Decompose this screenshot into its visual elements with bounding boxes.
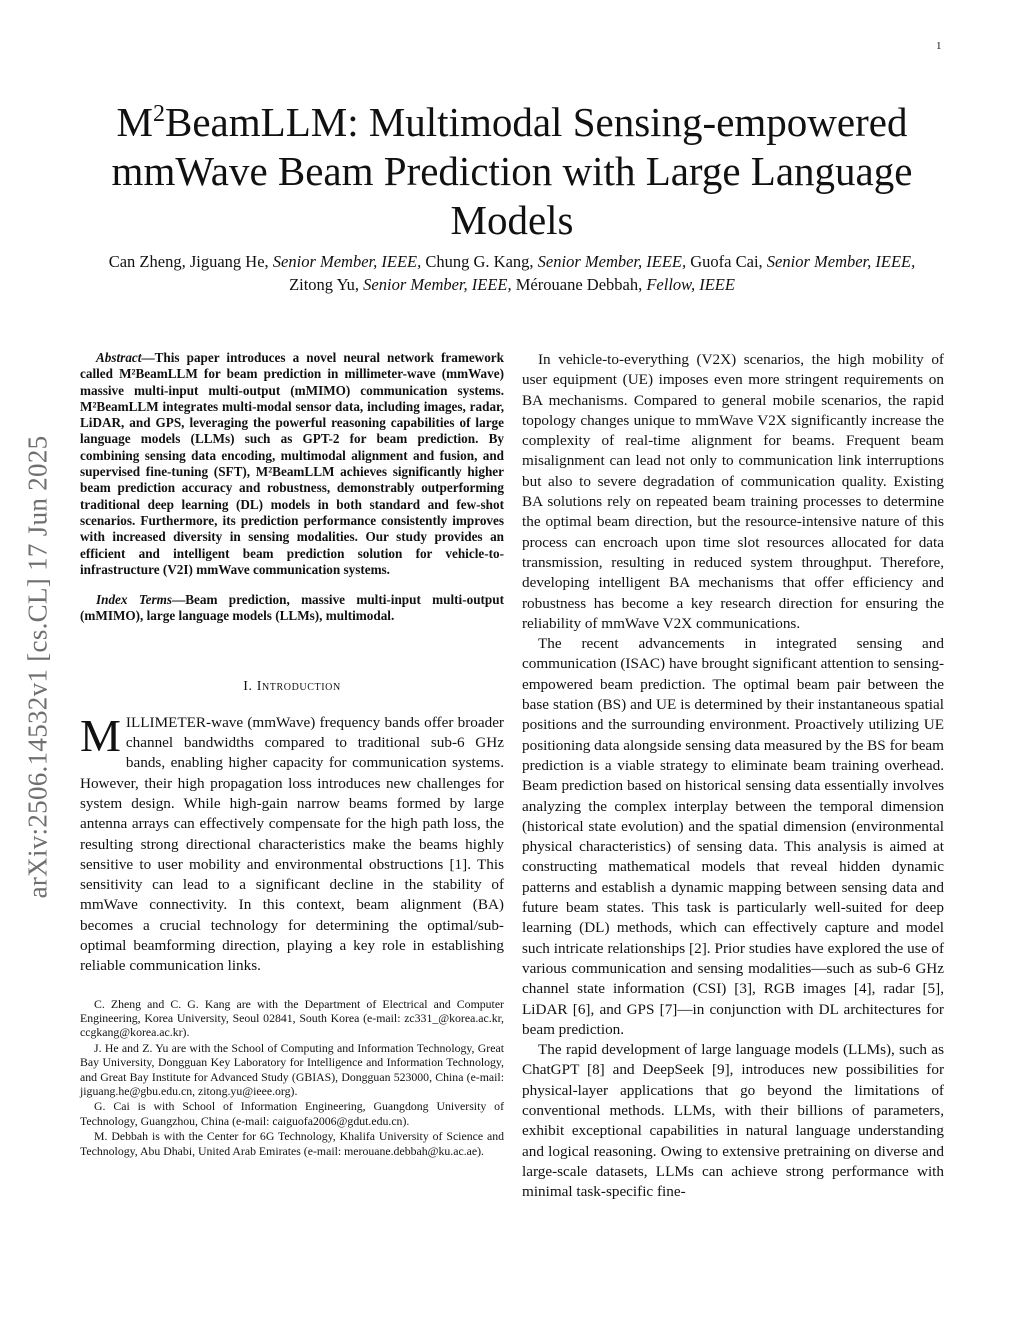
author-name: Zitong Yu (289, 275, 355, 294)
body-paragraph: In vehicle-to-everything (V2X) scenarios, the high mobility of user equipment (UE) imposes even more stringent requirements on BA mechanisms. Compared to general mobile scenarios, the rapid topology changes unique to mmWave V2X significantly increase the complexity of real-time alignment for beams. Frequent beam misalignment can lead not only to communication link interruptions but also to severe degradation of communication quality. Existing BA solutions rely on repeated beam training processes to determine the optimal beam direction, but the resource-intensive nature of this process can encroach upon time slot resources allocated for data transmission, resulting in reduced system throughput. Therefore, developing intelligent BA mechanisms that offer efficiency and robustness has become a key research direction for ensuring the reliability of mmWave V2X communications. (522, 351, 944, 632)
abstract (80, 350, 504, 578)
intro-paragraph: MILLIMETER-wave (mmWave) frequency bands offer broader channel bandwidths compared to traditional sub-6 GHz bands, enabling higher capacity for communication systems. However, their high propagation loss introduces new challenges for system design. While high-gain narrow beams formed by large antenna arrays can effectively compensate for the high path loss, the resulting strong directional characteristics make the beams highly sensitive to user mobility and environmental obstructions [1]. This sensitivity can lead to a significant decline in the stability of mmWave connectivity. In this context, beam alignment (BA) becomes a crucial technology for determining the optimal/sub-optimal beamforming direction, playing a key role in establishing reliable communication links. (80, 709, 504, 975)
body-paragraph: The recent advancements in integrated sensing and communication (ISAC) have brought significant attention to sensing-empowered beam prediction. The optimal beam pair between the base station (BS) and UE is determined by their instantaneous spatial positions and the surrounding environment. Proactively utilizing UE positioning data alongside sensing data measured by the BS for beam prediction is a viable strategy to eliminate beam training overhead. Beam prediction based on historical sensing data essentially involves analyzing the complex interplay between the temporal dimension (historical state evolution) and the spatial dimension (environmental physical characteristics) of sensing data. This analysis is aimed at constructing mathematical models that reveal hidden dynamic patterns and establish a dynamic mapping between sensing data and future beam states. This task is particularly well-suited for deep learning (DL) methods, which can effectively capture and model such intricate relationships [2]. Prior studies have explored the use of various communication and sensing modalities—such as sub-6 GHz channel state information (CSI) [3], RGB images [4], radar [5], LiDAR [6], and GPS [7]—in conjunction with DL architectures for beam prediction. (522, 635, 944, 1038)
footnote: G. Cai is with School of Information Engineering, Guangdong University of Technology, Guangzhou, China (e-mail: caiguofa2006@gdut.edu.cn). (80, 1099, 504, 1128)
index-terms (80, 592, 504, 625)
footnote: M. Debbah is with the Center for 6G Technology, Khalifa University of Science and Technology, Abu Dhabi, United Arab Emirates (e-mail: merouane.debbah@ku.ac.ae). (80, 1129, 504, 1158)
author-name: Can Zheng (108, 252, 182, 271)
abstract-label: Abstract (96, 350, 142, 365)
author-name: Mérouane Debbah (515, 275, 639, 294)
body-paragraph: The rapid development of large language models (LLMs), such as ChatGPT [8] and DeepSeek [9], introduces new possibilities for physical-layer applications that go beyond the limitations of conventional methods. LLMs, with their billions of parameters, exhibit exceptional capabilities in natural language understanding and logical reasoning. Owing to extensive pretraining on diverse and large-scale datasets, LLMs can achieve strong performance with minimal task-specific fine- (522, 1041, 944, 1201)
author-role: Senior Member, IEEE, (272, 252, 422, 271)
author-name: Chung G. Kang (425, 252, 530, 271)
section-title: Introduction (256, 678, 341, 694)
right-column (522, 350, 944, 1202)
left-column (80, 350, 504, 1159)
index-terms-text: —Beam prediction, massive multi-input multi-output (mMIMO), large language models (LLMs), multimodal. (80, 592, 504, 624)
author-role: Senior Member, IEEE, (363, 275, 512, 294)
title-base-letter: M (116, 99, 154, 145)
arxiv-identifier: arXiv:2506.14532v1 [cs.CL] 17 Jun 2025 (22, 435, 53, 899)
arxiv-side-stamp (16, 372, 60, 962)
title-superscript: 2 (153, 101, 166, 127)
author-role: Fellow, IEEE (646, 275, 735, 294)
section-heading (80, 679, 504, 695)
abstract-text: —This paper introduces a novel neural network framework called M²BeamLLM for beam prediction in millimeter-wave (mmWave) massive multi-input multi-output (mMIMO) communication systems. M²BeamLLM integrates multi-modal sensor data, including images, radar, LiDAR, and GPS, leveraging the powerful reasoning capabilities of large language models (LLMs) such as GPT-2 for beam prediction. By combining sensing data encoding, multimodal alignment and fusion, and supervised fine-tuning (SFT), M²BeamLLM achieves significantly higher beam prediction accuracy and robustness, demonstrably outperforming traditional deep learning (DL) models in both standard and few-shot scenarios. Furthermore, its prediction performance consistently improves with increased diversity in sensing modalities. Our study provides an efficient and intelligent beam prediction solution for vehicle-to-infrastructure (V2I) mmWave communication systems. (80, 350, 504, 577)
footnote: C. Zheng and C. G. Kang are with the Department of Electrical and Computer Engineering, Korea University, Seoul 02841, South Korea (e-mail: zc331_@korea.ac.kr, ccgkang@korea.ac.kr). (80, 996, 504, 1040)
section-number: I. (243, 678, 253, 694)
index-terms-label: Index Terms (96, 592, 173, 608)
footnotes (80, 997, 504, 1158)
author-name: Guofa Cai (690, 252, 759, 271)
paper-title (90, 98, 934, 245)
author-role: Senior Member, IEEE, (537, 252, 687, 271)
footnote: J. He and Z. Yu are with the School of Computing and Information Technology, Great Bay University, Dongguan Key Laboratory for Intelligence and Information Technology, and Great Bay Institute for Advanced Study (GBIAS), Dongguan 523000, China (e-mail: jiguang.he@gbu.edu.cn, zitong.yu@ieee.org). (80, 1040, 504, 1099)
page-number: 1 (936, 40, 942, 52)
title-rest: BeamLLM: Multimodal Sensing-empowered mmWave Beam Prediction with Large Language Models (111, 99, 913, 243)
author-name: Jiguang He (189, 252, 265, 271)
author-list: Can Zheng, Jiguang He, Senior Member, IEEE, Chung G. Kang, Senior Member, IEEE, Guofa Cai, Senior Member, IEEE, Zitong Yu, Senior Member, IEEE, Mérouane Debbah, Fellow, IEEE (108, 252, 916, 294)
author-role: Senior Member, IEEE, (766, 252, 916, 271)
